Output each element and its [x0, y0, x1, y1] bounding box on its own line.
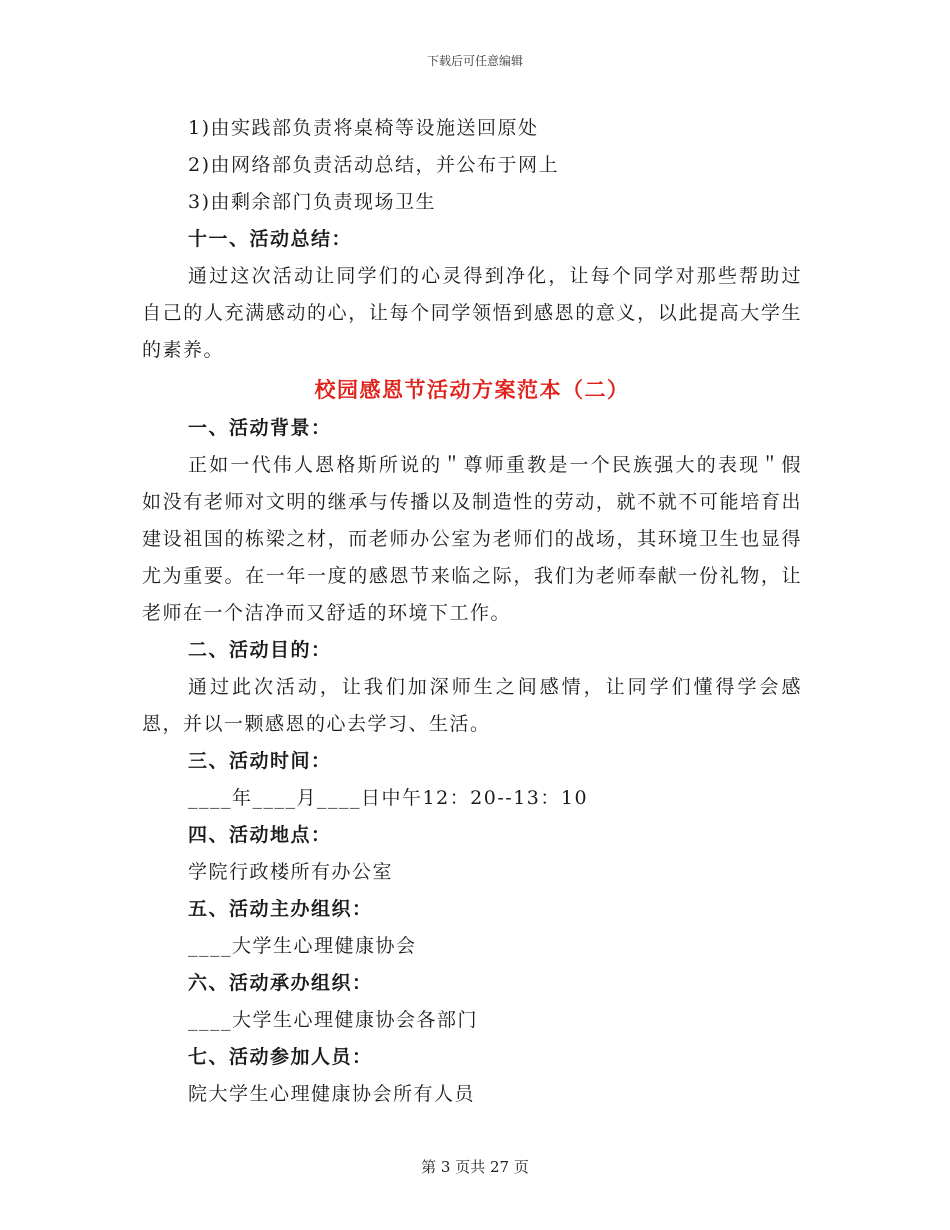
- document-body: [142, 110, 802, 1113]
- page-footer: 第 3 页共 27 页: [421, 1158, 529, 1176]
- section-text: 院大学生心理健康协会所有人员: [188, 1083, 476, 1105]
- section-heading: 四、活动地点：: [188, 824, 332, 846]
- list-item: 3)由剩余部门负责现场卫生: [188, 191, 437, 213]
- list-item: 1)由实践部负责将桌椅等设施送回原处: [188, 117, 539, 139]
- section-text: ____年____月____日中午12：20--13：10: [188, 787, 589, 809]
- section-heading: 十一、活动总结：: [188, 228, 353, 250]
- section-heading: 七、活动参加人员：: [188, 1046, 373, 1068]
- section-paragraph: 通过这次活动让同学们的心灵得到净化，让每个同学对那些帮助过自己的人充满感动的心，让每个同学领悟到感恩的意义，以此提高大学生的素养。: [142, 265, 802, 361]
- section-text: ____大学生心理健康协会: [188, 935, 417, 957]
- section-paragraph: 正如一代伟人恩格斯所说的＂尊师重教是一个民族强大的表现＂假如没有老师对文明的继承与传播以及制造性的劳动，就不就不可能培育出建设祖国的栋梁之材，而老师办公室为老师们的战场，其环境卫生也显得尤为重要。在一年一度的感恩节来临之际，我们为老师奉献一份礼物，让老师在一个洁净而又舒适的环境下工作。: [142, 454, 802, 624]
- document-title: 校园感恩节活动方案范本（二）: [314, 377, 630, 402]
- section-heading: 一、活动背景：: [188, 417, 332, 439]
- section-heading: 六、活动承办组织：: [188, 972, 373, 994]
- section-heading: 二、活动目的：: [188, 639, 332, 661]
- section-paragraph: 通过此次活动，让我们加深师生之间感情，让同学们懂得学会感恩，并以一颗感恩的心去学习、生活。: [142, 676, 802, 735]
- list-item: 2)由网络部负责活动总结，并公布于网上: [188, 154, 560, 176]
- section-heading: 五、活动主办组织：: [188, 898, 373, 920]
- page-header: 下载后可任意编辑: [426, 54, 523, 68]
- section-text: 学院行政楼所有办公室: [188, 861, 394, 883]
- section-heading: 三、活动时间：: [188, 750, 332, 772]
- section-text: ____大学生心理健康协会各部门: [188, 1009, 479, 1031]
